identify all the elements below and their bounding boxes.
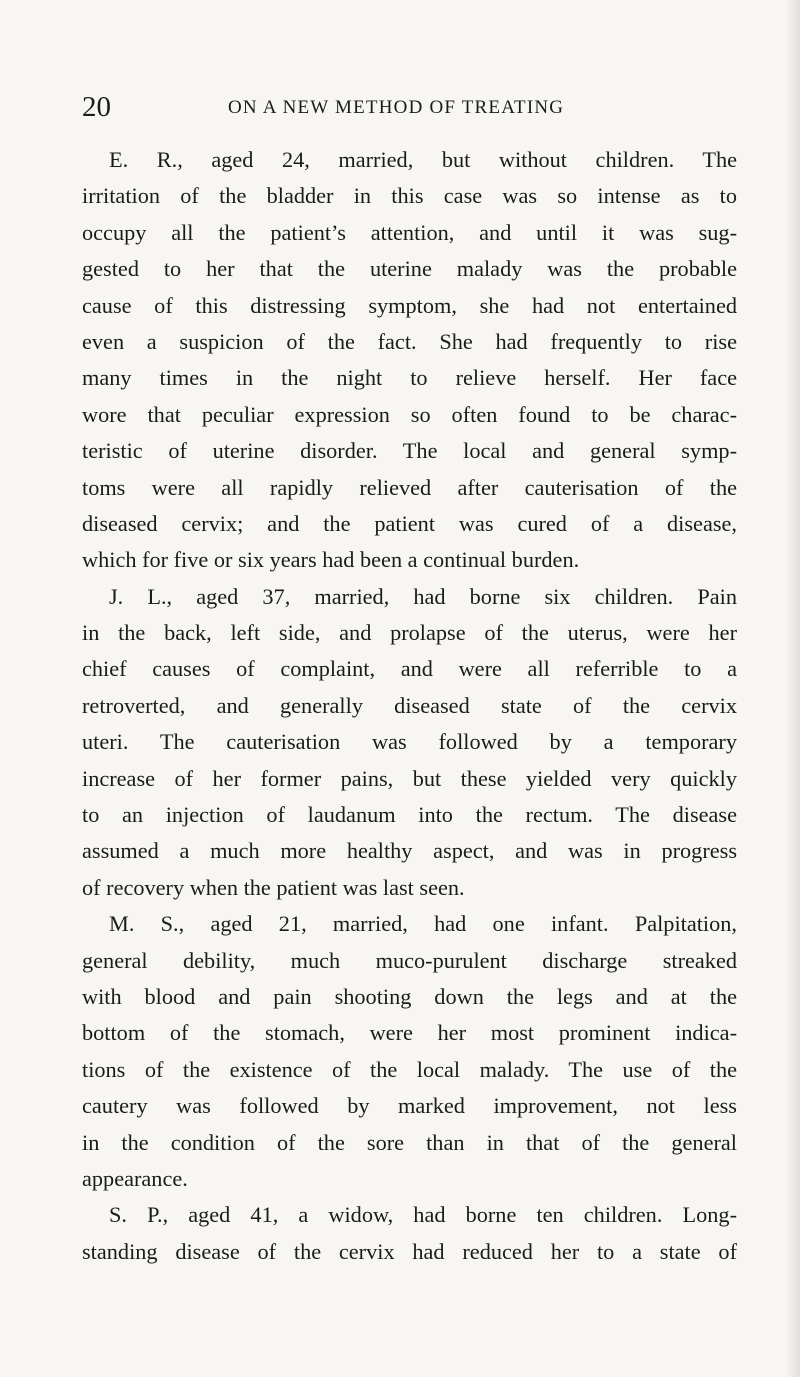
text-line: chief causes of complaint, and were all referrible to a: [82, 656, 737, 682]
text-line: diseased cervix; and the patient was cured of a disease,: [82, 510, 737, 536]
page-number: 20: [82, 91, 111, 123]
text-line: many times in the night to relieve herself. Her face: [82, 365, 737, 391]
text-line: retroverted, and generally diseased state of the cervix: [82, 692, 737, 718]
text-line: cause of this distressing symptom, she had not entertained: [82, 292, 737, 318]
text-line: occupy all the patient’s attention, and until it was sug-: [82, 219, 737, 245]
case-paragraph-sp: [82, 1197, 737, 1270]
body-text: [82, 142, 737, 1270]
text-line: teristic of uterine disorder. The local and general symp-: [82, 438, 737, 464]
text-line: increase of her former pains, but these yielded very quickly: [82, 765, 737, 791]
case-paragraph-er: [82, 142, 737, 579]
text-line: of recovery when the patient was last seen.: [82, 874, 465, 900]
text-line: S. P., aged 41, a widow, had borne ten children. Long-: [109, 1202, 737, 1228]
text-line: toms were all rapidly relieved after cauterisation of the: [82, 474, 737, 500]
text-line: even a suspicion of the fact. She had frequently to rise: [82, 328, 737, 354]
text-line: M. S., aged 21, married, had one infant. Palpitation,: [109, 911, 737, 937]
text-line: assumed a much more healthy aspect, and was in progress: [82, 838, 737, 864]
case-paragraph-jl: [82, 579, 737, 907]
text-line: tions of the existence of the local malady. The use of the: [82, 1056, 737, 1082]
running-title: ON A NEW METHOD OF TREATING: [228, 97, 565, 118]
text-line: wore that peculiar expression so often found to be charac-: [82, 401, 737, 427]
text-line: appearance.: [82, 1165, 188, 1191]
text-line: with blood and pain shooting down the legs and at the: [82, 983, 737, 1009]
text-line: standing disease of the cervix had reduced her to a state of: [82, 1238, 737, 1264]
case-paragraph-ms: [82, 906, 737, 1197]
text-line: which for five or six years had been a continual burden.: [82, 547, 580, 573]
text-line: general debility, much muco-purulent discharge streaked: [82, 947, 737, 973]
running-head: [82, 92, 742, 124]
text-line: in the back, left side, and prolapse of the uterus, were her: [82, 620, 737, 646]
text-line: uteri. The cauterisation was followed by a temporary: [82, 729, 737, 755]
text-line: gested to her that the uterine malady was the probable: [82, 256, 737, 282]
text-line: in the condition of the sore than in that of the general: [82, 1129, 737, 1155]
text-line: irritation of the bladder in this case was so intense as to: [82, 183, 737, 209]
text-line: bottom of the stomach, were her most prominent indica-: [82, 1020, 737, 1046]
text-line: E. R., aged 24, married, but without children. The: [109, 147, 737, 172]
text-line: cautery was followed by marked improvement, not less: [82, 1093, 737, 1119]
text-line: to an injection of laudanum into the rectum. The disease: [82, 802, 737, 828]
page-edge-shadow: [786, 0, 800, 1377]
text-line: J. L., aged 37, married, had borne six children. Pain: [109, 583, 737, 609]
